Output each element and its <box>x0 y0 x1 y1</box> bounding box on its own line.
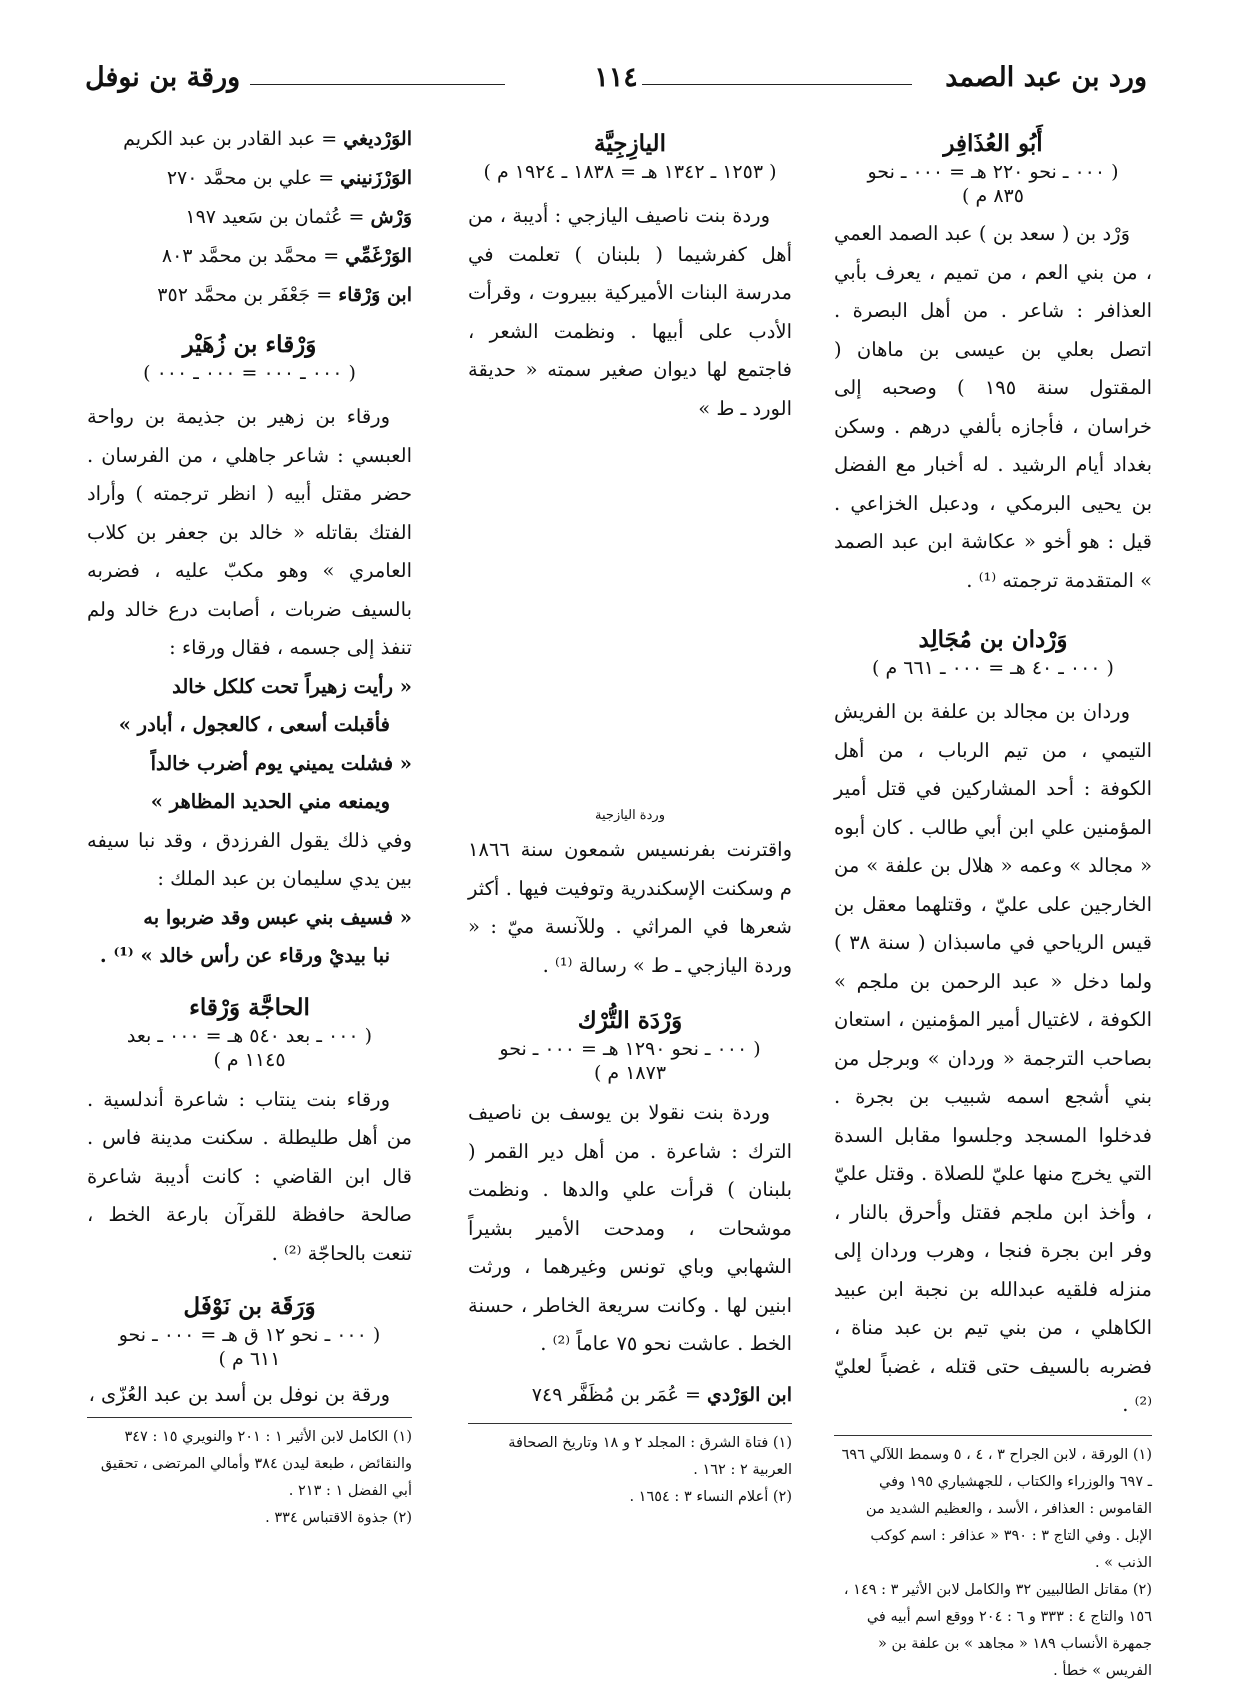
verse-line: « فشلت يميني يوم أضرب خالداً <box>150 751 412 775</box>
entry-title: أَبُو العُذَافِر <box>943 130 1043 157</box>
footnotes <box>834 1435 1152 1685</box>
column-right <box>834 120 1152 1685</box>
entry-title: وَرْدان بن مُجَالِد <box>918 626 1068 653</box>
cross-reference <box>87 120 412 159</box>
footnote: (١) الورقة ، لابن الجراح ٣ ، ٤ ، ٥ وسمط اللآلي ٦٩٦ ـ ٦٩٧ والوزراء والكتاب ، للجهشياري ١٩٥ وفي القاموس : العذافر ، الأسد ، والعظيم الشديد من الإبل . وفي التاج ٣ : ٣٩٠ « عذافر : اسم كوكب الذنب » . <box>841 1446 1152 1571</box>
entry-dates: ٨٣٥ م ) <box>962 185 1024 207</box>
paragraph: واقترنت بفرنسيس شمعون سنة ١٨٦٦ م وسكنت الإسكندرية وتوفيت فيها . أكثر شعرها في المراثي . وللآنسة ميّ : « وردة اليازجي ـ ط » رسالة ⁽¹⁾ . <box>468 838 792 977</box>
entry-body <box>87 822 412 899</box>
paragraph: وَرْد بن ( سعد بن ) عبد الصمد العمي ، من بني العم ، من تميم ، يعرف بأبي العذافر : شاعر . من أهل البصرة . اتصل بعلي بن عيسى بن ماهان ( المقتول سنة ١٩٥ ) وصحبه إلى خراسان ، فأجازه بألفي درهم . وسكن بغداد أيام الرشيد . له أخبار مع الفضل بن يحيى البرمكي ، ودعبل الخزاعي . قيل : هو أخو « عكاشة ابن عبد الصمد » المتقدمة ترجمته ⁽¹⁾ . <box>834 222 1152 592</box>
xref-target: = علي بن محمَّد ٢٧٠ <box>166 167 341 189</box>
xref-target: = جَعْفَر بن محمَّد ٣٥٢ <box>157 284 339 306</box>
entry-body <box>87 1081 412 1274</box>
entry-dates: ( ١٢٥٣ ـ ١٣٤٢ هـ = ١٨٣٨ ـ ١٩٢٤ م ) <box>483 161 777 183</box>
footnote: (٢) جذوة الاقتباس ٣٣٤ . <box>265 1509 412 1526</box>
entry-body <box>87 1376 412 1415</box>
header-rule-left <box>250 84 505 85</box>
entry-dates: ( ٠٠٠ ـ ٠٠٠ = ٠٠٠ ـ ٠٠٠ ) <box>143 362 356 384</box>
verse-line: « رأيت زهيراً تحت كلكل خالد <box>172 674 412 698</box>
paragraph: ورقة بن نوفل بن أسد بن عبد العُزّى ، <box>88 1383 390 1406</box>
entry-title: الحاجَّة وَرْقاء <box>189 993 310 1021</box>
entry-dates: ( ٠٠٠ ـ بعد ٥٤٠ هـ = ٠٠٠ ـ بعد <box>126 1024 373 1047</box>
entry-body <box>468 831 792 985</box>
xref-name: الوَرْديغي <box>343 128 412 150</box>
verse-line: ويمنعه مني الحديد المظاهر » <box>150 790 390 813</box>
entry-dates: ١٨٧٣ م ) <box>593 1062 667 1084</box>
header-left-title: ورقة بن نوفل <box>85 62 241 93</box>
paragraph: ورقاء بنت ينتاب : شاعرة أندلسية . من أهل طليطلة . سكنت مدينة فاس . قال ابن القاضي : كانت أديبة شاعرة صالحة حافظة للقرآن بارعة الخط ، تنعت بالحاجّة ⁽²⁾ . <box>87 1087 412 1265</box>
cross-reference <box>87 237 412 276</box>
footnote: (١) فتاة الشرق : المجلد ٢ و ١٨ وتاريخ الصحافة العربية ٢ : ١٦٢ . <box>508 1434 792 1478</box>
page-header <box>85 62 1147 102</box>
paragraph: وردة بنت نقولا بن يوسف بن ناصيف الترك : شاعرة . من أهل دير القمر ( بلبنان ) قرأت علي والدها . ونظمت موشحات ، ومدحت الأمير بشيراً الشهابي وباي تونس وغيرهما ، ورثت ابنين لها . وكانت سريعة الخاطر ، حسنة الخط . عاشت نحو ٧٥ عاماً ⁽²⁾ . <box>468 1101 792 1355</box>
paragraph: وردة بنت ناصيف اليازجي : أديبة ، من أهل كفرشيما ( بلبنان ) تعلمت في مدرسة البنات الأميركية ببيروت ، وقرأت الأدب على أبيها . ونظمت الشعر ، فاجتمع لها ديوان صغير سمته « حديقة الورد ـ ط » <box>468 204 792 420</box>
header-rule-right <box>642 84 912 85</box>
footnote: (٢) مقاتل الطالبيين ٣٢ والكامل لابن الأثير ٣ : ١٤٩ ، ١٥٦ والتاج ٤ : ٣٣٣ و ٦ : ٢٠٤ ووقع اسم أبيه في جمهرة الأنساب ١٨٩ « مجاهد » بن علفة بن « الفريس » خطأ . <box>843 1581 1152 1679</box>
xref-name: الوَرْزَنيني <box>340 167 412 189</box>
xref-target: = عُمَر بن مُظَفَّر ٧٤٩ <box>531 1383 707 1406</box>
entry-body <box>468 197 792 428</box>
footnotes <box>87 1417 412 1532</box>
entry-dates: ( ٠٠٠ ـ نحو ١٢٩٠ هـ = ٠٠٠ ـ نحو <box>499 1038 761 1060</box>
entry-dates: ( ٠٠٠ ـ نحو ٢٢٠ هـ = ٠٠٠ ـ نحو <box>867 161 1119 183</box>
cross-reference <box>87 198 412 237</box>
verse-line: فأقبلت أسعى ، كالعجول ، أبادر » <box>118 713 390 736</box>
entry-body <box>87 398 412 668</box>
footnote: (١) الكامل لابن الأثير ١ : ٢٠١ والنويري ١٥ : ٣٤٧ والنقائض ، طبعة ليدن ٣٨٤ وأمالي المرتضى ، تحقيق أبي الفضل ١ : ٢١٣ . <box>100 1428 412 1499</box>
column-middle <box>468 120 792 1511</box>
xref-name: الوَرْغَمِّي <box>345 245 412 267</box>
header-right-title: ورد بن عبد الصمد <box>945 62 1147 93</box>
xref-name: ابن وَرْقاء <box>338 284 412 306</box>
cross-reference <box>87 159 412 198</box>
paragraph: وفي ذلك يقول الفرزدق ، وقد نبا سيفه بين يدي سليمان بن عبد الملك : <box>87 828 412 890</box>
footnote: (٢) أعلام النساء ٣ : ١٦٥٤ . <box>629 1488 792 1505</box>
xref-name: وَرْش <box>370 206 412 228</box>
xref-name: ابن الوَرْدي <box>706 1383 792 1406</box>
entry-title: وَرَقَة بن نَوْفَل <box>183 1293 316 1320</box>
entry-title: وَرْقاء بن زُهَيْر <box>182 331 317 358</box>
portrait-image-area <box>468 428 792 808</box>
xref-target: = عُثمان بن سَعيد ١٩٧ <box>185 206 371 228</box>
cross-reference <box>87 276 412 315</box>
entry-dates: ١١٤٥ م ) <box>213 1048 286 1071</box>
cross-reference <box>468 1376 792 1415</box>
entry-body <box>834 693 1152 1425</box>
verse-line: نبا بيديْ ورقاء عن رأس خالد » ⁽¹⁾ . <box>99 944 390 967</box>
entry-dates: ( ٠٠٠ ـ نحو ١٢ ق هـ = ٠٠٠ ـ نحو <box>118 1324 381 1346</box>
paragraph: ورقاء بن زهير بن جذيمة بن رواحة العبسي : شاعر جاهلي ، من الفرسان . حضر مقتل أبيه ( انظر ترجمته ) وأراد الفتك بقاتله « خالد بن جعفر بن كلاب العامري » وهو مكبّ عليه ، فضربه بالسيف ضربات ، أصابت درع خالد ولم تنفذ إلى جسمه ، فقال ورقاء : <box>87 405 412 659</box>
entry-body <box>468 1094 792 1364</box>
footnotes <box>468 1423 792 1511</box>
entry-dates: ٦١١ م ) <box>218 1348 281 1370</box>
verse-line: « فسيف بني عبس وقد ضربوا به <box>143 905 412 929</box>
xref-target: = محمَّد بن محمَّد ٨٠٣ <box>161 245 346 267</box>
image-caption: وردة اليازجية <box>595 808 665 823</box>
xref-target: = عبد القادر بن عبد الكريم <box>123 128 344 150</box>
entry-dates: ( ٠٠٠ ـ ٤٠ هـ = ٠٠٠ ـ ٦٦١ م ) <box>872 657 1114 679</box>
page-number: ١١٤ <box>594 62 638 93</box>
paragraph: وردان بن مجالد بن علفة بن الفريش التيمي ، من تيم الرباب ، من أهل الكوفة : أحد المشاركين في قتل أمير المؤمنين علي ابن أبي طالب . كان أبوه « مجالد » وعمه « هلال بن علفة » من الخارجين على عليّ ، وقتلهما معقل بن قيس الرياحي في ماسبذان ( سنة ٣٨ ) ولما دخل « عبد الرحمن بن ملجم » الكوفة ، لاغتيال أمير المؤمنين ، استعان بصاحب الترجمة « وردان » وبرجل من بني أشجع اسمه شبيب بن بجرة . فدخلوا المسجد وجلسوا مقابل السدة التي يخرج منها عليّ للصلاة . وقتل عليّ ، وأخذ ابن ملجم فقتل وأحرق بالنار ، وفر ابن بجرة فنجا ، وهرب وردان إلى منزله فلقيه عبدالله بن نجبة ابن عبيد الكاهلي ، من بني تيم بن عبد مناة ، فضربه بالسيف حتى قتله ، غضباً لعليّ ⁽²⁾ . <box>834 700 1152 1416</box>
entry-title: وَرْدَة التُّرْك <box>577 1007 683 1034</box>
column-left <box>87 120 412 1532</box>
entry-body <box>834 215 1152 600</box>
entry-title: اليازِجِيَّة <box>594 130 666 157</box>
